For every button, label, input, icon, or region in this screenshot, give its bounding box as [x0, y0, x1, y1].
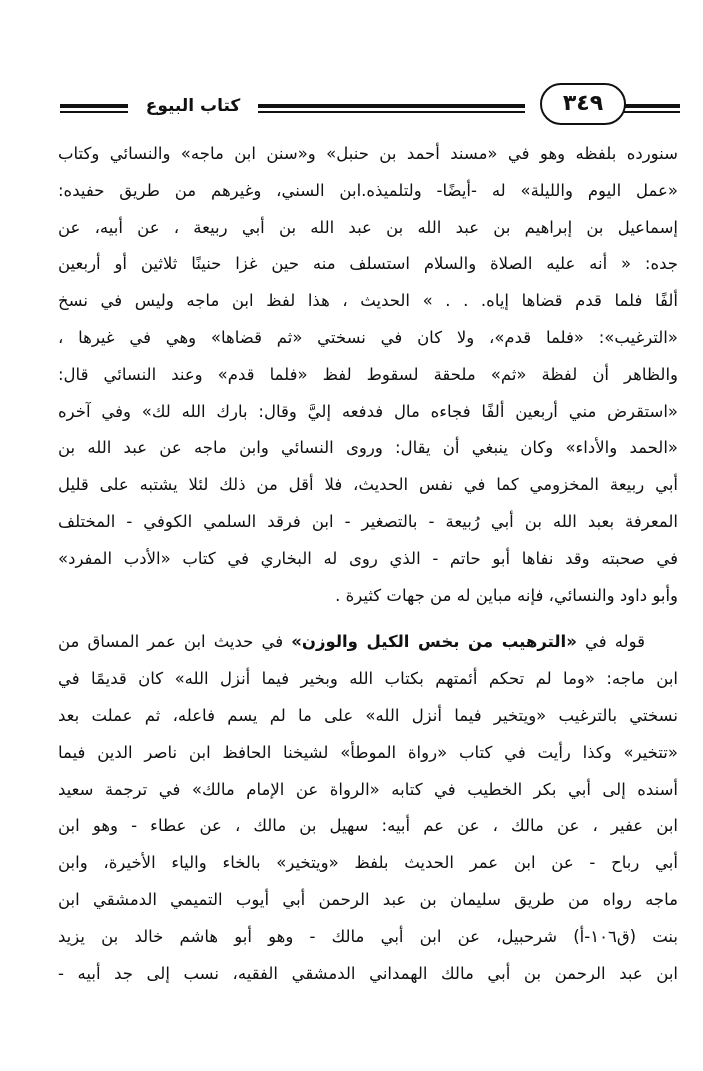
- text-line: أسنده إلى أبي بكر الخطيب في كتابه «الرواة عن الإمام مالك» في ترجمة سعيد: [58, 779, 678, 799]
- text-line: بنت (ق١٠٦-أ) شرحبيل، عن ابن أبي مالك - وهو أبو هاشم خالد بن يزيد: [58, 926, 678, 946]
- text-line: ماجه رواه من طريق سليمان بن عبد الرحمن أبي أيوب التميمي الدمشقي ابن: [58, 889, 678, 909]
- text-line: ابن ماجه: «وما لم تحكم أئمتهم بكتاب الله وبخير فيما أنزل الله» كان قديمًا في: [58, 669, 678, 689]
- text-line: أبي رباح - عن ابن عمر الحديث بلفظ «ويتخير» بالخاء والياء الأخيرة، وابن: [58, 853, 678, 873]
- text-line: «استقرض مني أربعين ألفًا فجاءه مال فدفعه إليَّ وقال: بارك الله لك» وفي آخره: [58, 401, 678, 421]
- section-title: كتاب البيوع: [128, 92, 258, 120]
- text-line: جده: « أنه عليه الصلاة والسلام استسلف منه حين غزا حنينًا ثلاثين أو أربعين: [58, 254, 678, 274]
- text-line: «الحمد والأداء» وكان ينبغي أن يقال: وروى النسائي وابن ماجه عن عبد الله بن: [58, 438, 678, 458]
- text-line: نسختي بالترغيب «ويتخير فيما أنزل الله» على ما لم يسم فاعله، ثم عملت بعد: [58, 705, 678, 725]
- text-line: «تتخير» وكذا رأيت في كتاب «رواة الموطأ» لشيخنا الحافظ ابن ناصر الدين فيما: [58, 742, 678, 762]
- text-line: ابن عفير ، عن مالك ، عن عم أبيه: سهيل بن مالك ، عن عطاء - وهو ابن: [58, 816, 678, 836]
- text-line: أبي ربيعة المخزومي كما في نفس الحديث، فلا أقل من ذلك لئلا يشتبه على قليل: [58, 475, 678, 495]
- header-rule-thin-right: [620, 111, 680, 113]
- body-text: [58, 136, 678, 992]
- text-line: إسماعيل بن إبراهيم بن عبد الله بن عبد الله بن أبي ربيعة ، عن أبيه، عن: [58, 217, 678, 237]
- paragraph-2: [58, 624, 678, 992]
- text-line: سنورده بلفظه وهو في «مسند أحمد بن حنبل» و«سنن ابن ماجه» والنسائي وكتاب: [58, 144, 678, 163]
- text-line: ابن عبد الرحمن بن أبي مالك الهمداني الدمشقي الفقيه، نسب إلى جد أبيه -: [58, 963, 678, 983]
- text-line: المعرفة بعبد الله بن أبي رُبيعة - بالتصغير - ابن فرقد السلمي الكوفي - المختلف: [58, 511, 678, 531]
- header-rule-thick-right: [620, 104, 680, 108]
- text-line: ألفًا فلما قدم قضاها إياه. . . » الحديث ، هذا لفظ ابن ماجه وليس في نسخ: [58, 291, 678, 311]
- paragraph-1: [58, 136, 678, 614]
- text-line: قوله في «الترهيب من بخس الكيل والوزن» في حديث ابن عمر المساق من: [58, 632, 646, 652]
- text-line: في صحبته وقد نفاها أبو حاتم - الذي روى له البخاري في كتاب «الأدب المفرد»: [58, 548, 678, 568]
- text-line: «الترغيب»: «فلما قدم»، ولا كان في نسختي «ثم قضاها» وهي في غيرها ،: [58, 327, 678, 347]
- page-header: [0, 0, 703, 140]
- text-line: «عمل اليوم والليلة» له -أيضًا- ولتلميذه.ابن السني، وغيرهم من طريق حفيده:: [58, 180, 678, 200]
- text-line: وأبو داود والنسائي، فإنه مباين له من جهات كثيرة .: [335, 585, 678, 605]
- text-line: والظاهر أن لفظة «ثم» ملحقة لسقوط لفظ «فلما قدم» وعند النسائي قال:: [58, 364, 678, 384]
- page-number: ٣٤٩: [540, 83, 626, 125]
- bold-chapter-title: «الترهيب من بخس الكيل والوزن»: [291, 632, 577, 652]
